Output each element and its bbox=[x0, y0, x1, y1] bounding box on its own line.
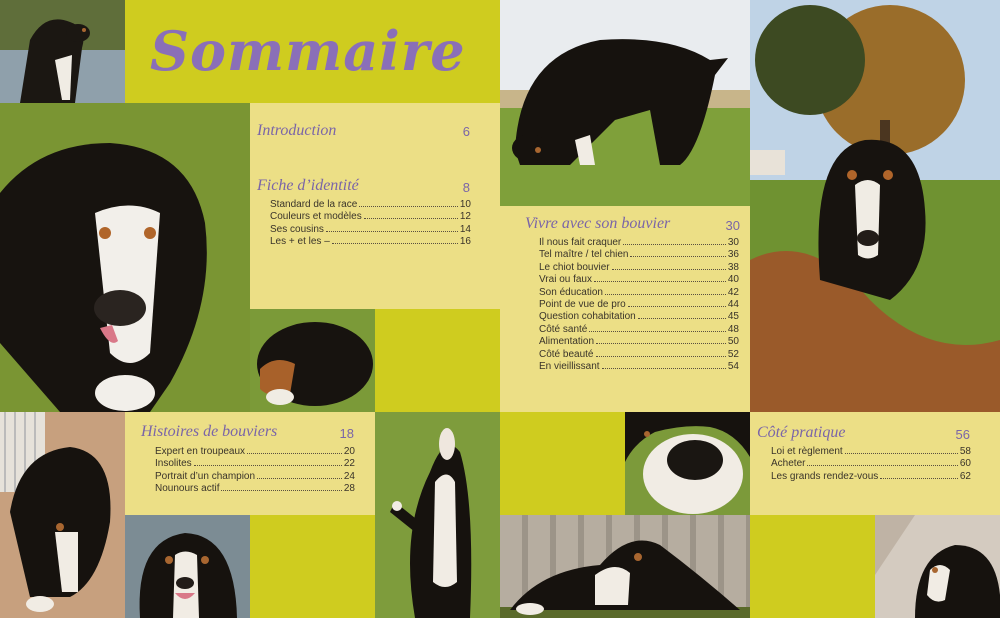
color-block bbox=[750, 515, 875, 618]
section-page-histoires: 18 bbox=[339, 426, 354, 441]
toc-entry-label: Question cohabitation bbox=[539, 311, 636, 323]
toc-entry-page: 10 bbox=[459, 199, 471, 210]
toc-entry[interactable] bbox=[539, 249, 739, 261]
toc-entry-label: Les grands rendez-vous bbox=[771, 470, 879, 482]
toc-entry-label: Côté beauté bbox=[539, 348, 594, 360]
section-page-vivre: 30 bbox=[725, 218, 740, 233]
toc-entry-label: Ses cousins bbox=[270, 223, 324, 235]
section-title-vivre[interactable]: Vivre avec son bouvier bbox=[525, 215, 671, 232]
toc-entry-page: 36 bbox=[727, 249, 739, 261]
toc-entry[interactable] bbox=[771, 458, 971, 470]
color-block bbox=[375, 309, 500, 412]
dog-portrait-smiling-photo bbox=[125, 515, 250, 618]
toc-entry-page: 38 bbox=[727, 261, 739, 273]
toc-entry[interactable] bbox=[771, 471, 971, 483]
dog-lying-grass-photo bbox=[0, 103, 250, 412]
section-title-pratique[interactable]: Côté pratique bbox=[757, 424, 846, 441]
section-title-histoires[interactable]: Histoires de bouviers bbox=[141, 423, 278, 440]
toc-entry-label: Acheter bbox=[771, 458, 806, 470]
dog-nose-closeup-photo bbox=[625, 412, 750, 515]
toc-entry-page: 40 bbox=[727, 274, 739, 286]
toc-entry-label: Son éducation bbox=[539, 286, 603, 298]
toc-entry-label: Alimentation bbox=[539, 336, 595, 348]
toc-entry-label: Point de vue de pro bbox=[539, 298, 626, 310]
toc-entry[interactable] bbox=[539, 311, 739, 323]
color-block bbox=[500, 412, 625, 515]
section-page-introduction: 6 bbox=[462, 124, 470, 139]
toc-entry[interactable] bbox=[539, 274, 739, 286]
toc-list-histoires bbox=[155, 446, 355, 496]
toc-entry-page: 48 bbox=[727, 323, 739, 335]
toc-entry-page: 30 bbox=[727, 237, 739, 248]
toc-entry-page: 50 bbox=[727, 336, 739, 348]
toc-entry-label: Tel maître / tel chien bbox=[539, 249, 629, 261]
section-title-fiche[interactable]: Fiche d’identité bbox=[257, 177, 359, 194]
toc-entry-label: Insolites bbox=[155, 458, 192, 470]
toc-entry-page: 52 bbox=[727, 348, 739, 360]
toc-entry-page: 22 bbox=[343, 458, 355, 470]
toc-entry-page: 14 bbox=[459, 223, 471, 235]
section-title-introduction[interactable]: Introduction bbox=[257, 122, 337, 139]
toc-entry[interactable] bbox=[270, 211, 471, 223]
toc-entry-label: Côté santé bbox=[539, 323, 588, 335]
toc-entry-page: 24 bbox=[343, 470, 355, 482]
toc-list-vivre bbox=[539, 237, 739, 373]
toc-entry-label: Standard de la race bbox=[270, 199, 358, 210]
puppy-sleeping-photo bbox=[250, 309, 375, 412]
toc-entry-label: Nounours actif bbox=[155, 483, 220, 495]
toc-entry[interactable] bbox=[270, 199, 471, 211]
dog-autumn-tree-photo bbox=[750, 0, 1000, 412]
dog-on-bench-photo bbox=[500, 515, 750, 618]
dog-sniffing-field-photo bbox=[500, 0, 750, 206]
toc-entry[interactable] bbox=[539, 287, 739, 299]
toc-entry-label: Le chiot bouvier bbox=[539, 261, 610, 273]
dog-window-corner-photo bbox=[875, 515, 1000, 618]
toc-entry-label: En vieillissant bbox=[539, 360, 600, 372]
toc-entry[interactable] bbox=[771, 446, 971, 458]
dog-by-lake-photo bbox=[0, 0, 125, 103]
dog-rolling-grass-photo bbox=[375, 412, 500, 618]
toc-entry-label: Couleurs et modèles bbox=[270, 211, 362, 223]
dog-on-tile-floor-photo bbox=[0, 412, 125, 618]
toc-entry[interactable] bbox=[270, 236, 471, 248]
toc-entry-page: 58 bbox=[959, 446, 971, 457]
section-page-pratique: 56 bbox=[955, 427, 970, 442]
toc-entry-label: Loi et règlement bbox=[771, 446, 843, 457]
toc-entry[interactable] bbox=[155, 483, 355, 495]
section-page-fiche: 8 bbox=[462, 180, 470, 195]
color-block bbox=[250, 515, 375, 618]
toc-entry-label: Vrai ou faux bbox=[539, 274, 592, 286]
toc-entry[interactable] bbox=[155, 458, 355, 470]
toc-entry-page: 28 bbox=[343, 483, 355, 495]
toc-list-fiche bbox=[270, 199, 471, 249]
toc-list-pratique bbox=[771, 446, 971, 483]
toc-entry[interactable] bbox=[539, 349, 739, 361]
toc-entry-page: 54 bbox=[727, 360, 739, 372]
toc-entry-page: 62 bbox=[959, 470, 971, 482]
toc-entry-page: 20 bbox=[343, 446, 355, 457]
toc-entry-label: Expert en troupeaux bbox=[155, 446, 246, 457]
toc-entry-page: 16 bbox=[459, 236, 471, 248]
toc-entry[interactable] bbox=[539, 262, 739, 274]
toc-entry-label: Les + et les – bbox=[270, 236, 330, 248]
toc-entry[interactable] bbox=[270, 224, 471, 236]
toc-entry-page: 60 bbox=[959, 458, 971, 470]
toc-entry-label: Il nous fait craquer bbox=[539, 237, 622, 248]
toc-entry[interactable] bbox=[155, 446, 355, 458]
toc-entry-page: 42 bbox=[727, 286, 739, 298]
page-title: Sommaire bbox=[150, 19, 466, 83]
toc-entry-label: Portrait d’un champion bbox=[155, 470, 256, 482]
toc-entry-page: 12 bbox=[459, 211, 471, 223]
toc-entry[interactable] bbox=[155, 471, 355, 483]
toc-entry[interactable] bbox=[539, 299, 739, 311]
toc-entry[interactable] bbox=[539, 324, 739, 336]
toc-entry[interactable] bbox=[539, 361, 739, 373]
toc-entry[interactable] bbox=[539, 336, 739, 348]
toc-entry-page: 44 bbox=[727, 298, 739, 310]
toc-entry-page: 45 bbox=[727, 311, 739, 323]
toc-entry[interactable] bbox=[539, 237, 739, 249]
